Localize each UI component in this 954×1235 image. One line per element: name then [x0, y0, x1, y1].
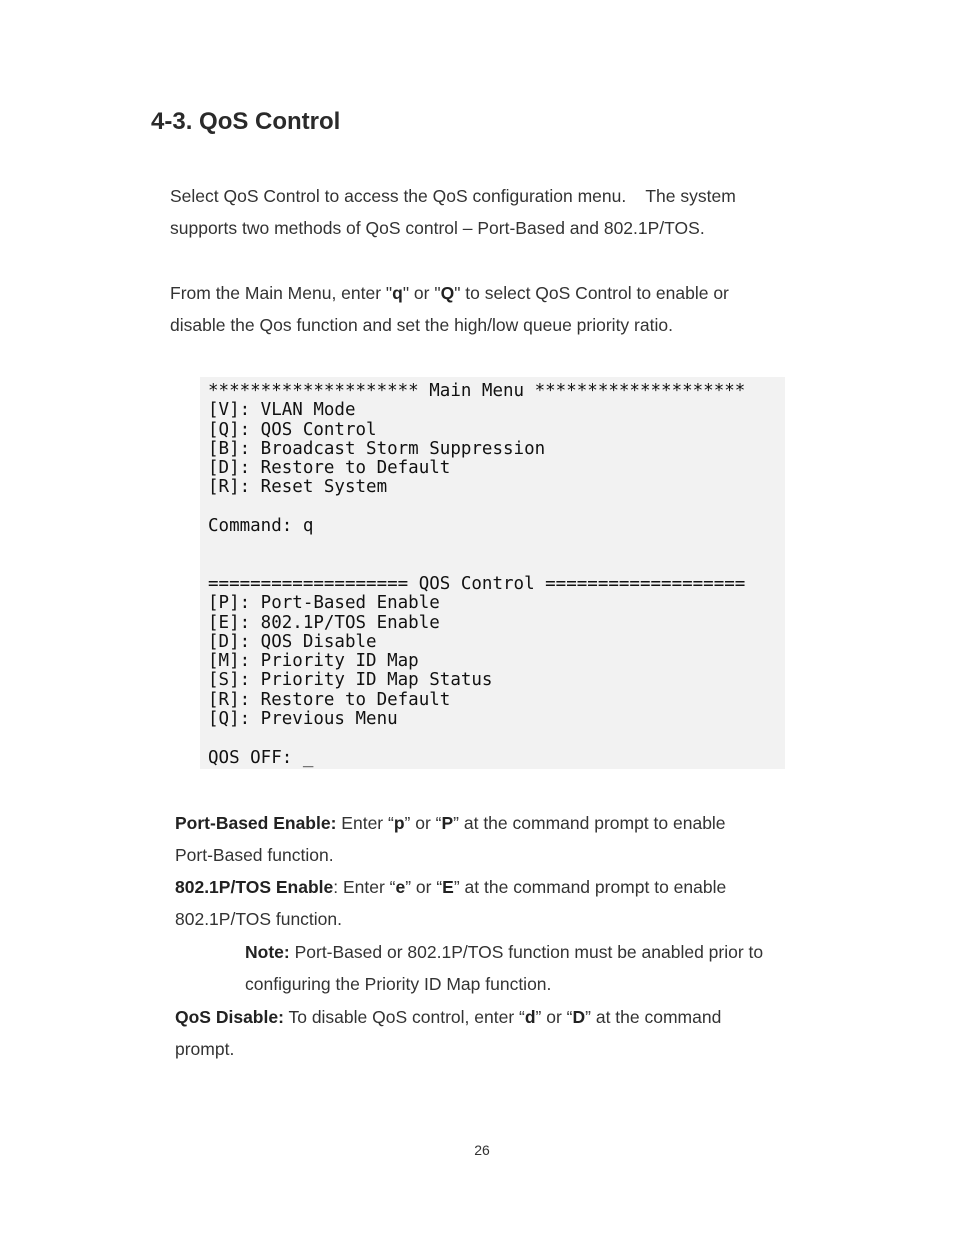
terminal-line: [Q]: QOS Control: [208, 419, 377, 440]
note-line-2: configuring the Priority ID Map function.: [245, 974, 552, 994]
terminal-line: [R]: Reset System: [208, 477, 388, 498]
text-run: ” or “: [535, 1007, 573, 1027]
text-run: ” at the command: [585, 1007, 722, 1027]
main-menu-instructions: [170, 277, 810, 341]
terminal-line: [208, 498, 785, 517]
instructions-line-1: [170, 277, 810, 309]
term-label: 802.1P/TOS Enable: [175, 877, 334, 897]
note-block: [245, 936, 820, 1000]
key-q: q: [392, 283, 403, 303]
terminal-line: [E]: 802.1P/TOS Enable: [208, 612, 440, 633]
terminal-line: [S]: Priority ID Map Status: [208, 670, 493, 691]
instructions-line-2: disable the Qos function and set the high/low queue priority ratio.: [170, 315, 673, 335]
text-run: ” or “: [405, 877, 443, 897]
terminal-line: QOS OFF: _: [208, 747, 314, 768]
terminal-line: [208, 729, 785, 748]
terminal-output: [200, 377, 785, 768]
text-run: Port-Based or 802.1P/TOS function must be anabled prior to: [289, 942, 764, 962]
terminal-screenshot: [200, 377, 785, 769]
text-run: " or ": [402, 283, 441, 303]
terminal-line: [D]: QOS Disable: [208, 631, 377, 652]
page-number: 26: [474, 1142, 490, 1158]
terminal-line: [D]: Restore to Default: [208, 458, 451, 479]
terminal-line: [V]: VLAN Mode: [208, 400, 356, 421]
key-Q: Q: [440, 283, 455, 303]
key-e: e: [395, 877, 406, 897]
port-based-line-2: Port-Based function.: [175, 845, 334, 865]
terminal-line: ******************** Main Menu ********************: [208, 381, 746, 401]
note-label: Note:: [245, 942, 290, 962]
section-heading: 4-3. QoS Control: [151, 108, 341, 135]
terminal-line: [208, 556, 785, 575]
terminal-line: Command: q: [208, 516, 314, 537]
qos-disable-line-1: [175, 1001, 815, 1033]
terminal-line: [P]: Port-Based Enable: [208, 593, 440, 614]
key-P: P: [441, 813, 454, 833]
key-E: E: [442, 877, 454, 897]
qos-disable-definition: [175, 1001, 815, 1065]
terminal-line: [Q]: Previous Menu: [208, 709, 398, 730]
qos-disable-line-2: prompt.: [175, 1039, 235, 1059]
tos-line-2: 802.1P/TOS function.: [175, 909, 343, 929]
key-D: D: [572, 1007, 586, 1027]
tos-definition: [175, 871, 815, 935]
terminal-line: [208, 536, 785, 555]
terminal-line: [R]: Restore to Default: [208, 689, 451, 710]
terminal-line: =================== QOS Control ===================: [208, 573, 746, 594]
intro-line-2: supports two methods of QoS control – Port-Based and 802.1P/TOS.: [170, 218, 705, 238]
note-line-1: [245, 936, 820, 968]
text-run: : Enter “: [333, 877, 396, 897]
text-run: From the Main Menu, enter ": [170, 283, 393, 303]
term-label: Port-Based Enable:: [175, 813, 337, 833]
intro-line-1: Select QoS Control to access the QoS configuration menu. The system: [170, 186, 736, 206]
text-run: ” at the command prompt to enable: [453, 877, 727, 897]
key-p: p: [393, 813, 405, 833]
tos-line-1: [175, 871, 815, 903]
intro-paragraph: [170, 180, 810, 244]
text-run: ” at the command prompt to enable: [453, 813, 726, 833]
terminal-line: [M]: Priority ID Map: [208, 651, 419, 672]
port-based-definition: [175, 807, 815, 871]
text-run: Enter “: [336, 813, 394, 833]
key-d: d: [524, 1007, 536, 1027]
text-run: " to select QoS Control to enable or: [454, 283, 729, 303]
term-label: QoS Disable:: [175, 1007, 284, 1027]
port-based-line-1: [175, 807, 815, 839]
text-run: ” or “: [404, 813, 442, 833]
terminal-line: [B]: Broadcast Storm Suppression: [208, 438, 546, 459]
text-run: To disable QoS control, enter “: [283, 1007, 525, 1027]
